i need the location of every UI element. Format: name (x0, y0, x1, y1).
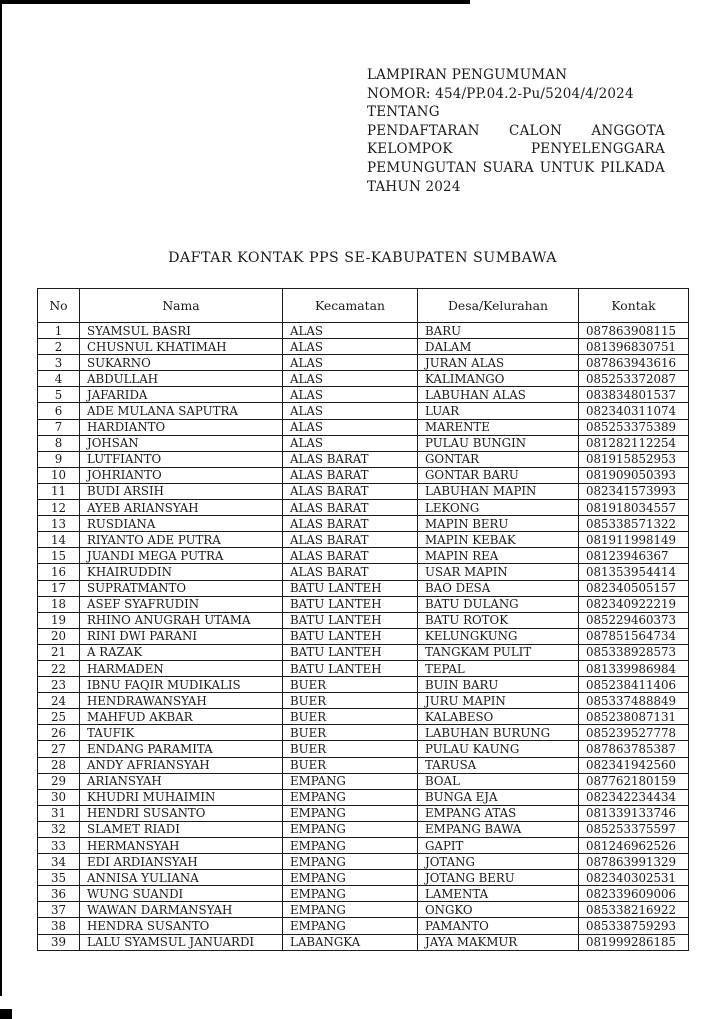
cell-kecamatan: BATU LANTEH (283, 644, 418, 660)
table-row (38, 435, 689, 451)
table-row (38, 918, 689, 934)
cell-nama: HENDRAWANSYAH (80, 693, 283, 709)
cell-kecamatan: ALAS BARAT (283, 483, 418, 499)
cell-kecamatan: ALAS BARAT (283, 451, 418, 467)
table-row (38, 371, 689, 387)
table-row (38, 339, 689, 355)
cell-desa: PAMANTO (418, 918, 579, 934)
cell-kecamatan: BATU LANTEH (283, 660, 418, 676)
cell-kontak: 081911998149 (579, 532, 689, 548)
cell-kontak: 085239527778 (579, 725, 689, 741)
cell-kecamatan: EMPANG (283, 886, 418, 902)
contact-table-body (38, 323, 689, 951)
cell-desa: TANGKAM PULIT (418, 644, 579, 660)
cell-desa: KALABESO (418, 709, 579, 725)
cell-kontak: 081282112254 (579, 435, 689, 451)
cell-kontak: 085253375597 (579, 821, 689, 837)
cell-kecamatan: LABANGKA (283, 934, 418, 950)
letterhead-line-lampiran: LAMPIRAN PENGUMUMAN (367, 67, 568, 83)
cell-kontak: 081339133746 (579, 805, 689, 821)
cell-kontak: 082339609006 (579, 886, 689, 902)
cell-kecamatan: ALAS BARAT (283, 500, 418, 516)
cell-kontak: 082340505157 (579, 580, 689, 596)
cell-kontak: 082341573993 (579, 483, 689, 499)
table-row (38, 564, 689, 580)
scan-artifact-left-edge (0, 0, 2, 996)
table-row (38, 516, 689, 532)
table-row (38, 451, 689, 467)
table-row (38, 902, 689, 918)
cell-desa: EMPANG BAWA (418, 821, 579, 837)
table-row (38, 709, 689, 725)
cell-kecamatan: ALAS (283, 339, 418, 355)
cell-desa: GAPIT (418, 838, 579, 854)
cell-nama: ASEF SYAFRUDIN (80, 596, 283, 612)
cell-kontak: 087863785387 (579, 741, 689, 757)
cell-kecamatan: BATU LANTEH (283, 596, 418, 612)
letterhead-line-subject-1: PENDAFTARAN CALON ANGGOTA (367, 122, 665, 139)
cell-kontak: 081353954414 (579, 564, 689, 580)
cell-desa: KELUNGKUNG (418, 628, 579, 644)
cell-no: 33 (38, 838, 80, 854)
cell-nama: SUPRATMANTO (80, 580, 283, 596)
cell-desa: MAPIN KEBAK (418, 532, 579, 548)
cell-desa: LEKONG (418, 500, 579, 516)
cell-kecamatan: ALAS (283, 435, 418, 451)
cell-desa: PULAU BUNGIN (418, 435, 579, 451)
cell-kontak: 085229460373 (579, 612, 689, 628)
table-row (38, 387, 689, 403)
cell-kecamatan: BUER (283, 677, 418, 693)
column-header-kecamatan: Kecamatan (283, 289, 418, 323)
cell-desa: BOAL (418, 773, 579, 789)
cell-kecamatan: EMPANG (283, 789, 418, 805)
cell-nama: ARIANSYAH (80, 773, 283, 789)
letterhead-line-year: TAHUN 2024 (367, 178, 461, 195)
cell-kecamatan: ALAS BARAT (283, 467, 418, 483)
cell-no: 8 (38, 435, 80, 451)
table-row (38, 805, 689, 821)
column-header-no: No (38, 289, 80, 323)
cell-kontak: 082340922219 (579, 596, 689, 612)
table-row (38, 419, 689, 435)
cell-no: 16 (38, 564, 80, 580)
letterhead-line-nomor: NOMOR: 454/PP.04.2-Pu/5204/4/2024 (367, 85, 634, 102)
cell-kontak: 082340302531 (579, 870, 689, 886)
table-row (38, 628, 689, 644)
cell-nama: LUTFIANTO (80, 451, 283, 467)
page-title: DAFTAR KONTAK PPS SE-KABUPATEN SUMBAWA (168, 250, 557, 266)
cell-kontak: 085238411406 (579, 677, 689, 693)
cell-kecamatan: BATU LANTEH (283, 612, 418, 628)
cell-kecamatan: ALAS (283, 403, 418, 419)
cell-desa: JOTANG (418, 854, 579, 870)
cell-nama: KHAIRUDDIN (80, 564, 283, 580)
cell-kecamatan: ALAS (283, 355, 418, 371)
table-row (38, 467, 689, 483)
cell-kontak: 081339986984 (579, 660, 689, 676)
cell-no: 30 (38, 789, 80, 805)
cell-kontak: 081909050393 (579, 467, 689, 483)
cell-no: 38 (38, 918, 80, 934)
cell-no: 15 (38, 548, 80, 564)
letterhead-block (367, 66, 665, 196)
table-row (38, 355, 689, 371)
cell-nama: SLAMET RIADI (80, 821, 283, 837)
cell-kecamatan: BATU LANTEH (283, 628, 418, 644)
table-row (38, 644, 689, 660)
table-row (38, 403, 689, 419)
table-row (38, 725, 689, 741)
table-row (38, 323, 689, 339)
letterhead-line-subject-2: KELOMPOK PENYELENGGARA (367, 141, 665, 158)
cell-desa: ONGKO (418, 902, 579, 918)
cell-no: 24 (38, 693, 80, 709)
cell-kontak: 087863908115 (579, 323, 689, 339)
cell-no: 37 (38, 902, 80, 918)
cell-nama: EDI ARDIANSYAH (80, 854, 283, 870)
cell-nama: HENDRI SUSANTO (80, 805, 283, 821)
cell-desa: LABUHAN MAPIN (418, 483, 579, 499)
cell-desa: TEPAL (418, 660, 579, 676)
cell-desa: JAYA MAKMUR (418, 934, 579, 950)
cell-desa: JURU MAPIN (418, 693, 579, 709)
cell-kontak: 085253372087 (579, 371, 689, 387)
cell-no: 20 (38, 628, 80, 644)
table-row (38, 548, 689, 564)
table-row (38, 757, 689, 773)
cell-desa: JURAN ALAS (418, 355, 579, 371)
cell-no: 12 (38, 500, 80, 516)
cell-no: 27 (38, 741, 80, 757)
cell-kecamatan: BUER (283, 757, 418, 773)
cell-kecamatan: EMPANG (283, 854, 418, 870)
column-header-desa: Desa/Kelurahan (418, 289, 579, 323)
cell-kontak: 085337488849 (579, 693, 689, 709)
cell-kontak: 085338928573 (579, 644, 689, 660)
cell-kontak: 087863991329 (579, 854, 689, 870)
cell-no: 26 (38, 725, 80, 741)
table-row (38, 500, 689, 516)
table-row (38, 483, 689, 499)
cell-kecamatan: BUER (283, 709, 418, 725)
cell-kontak: 085253375389 (579, 419, 689, 435)
cell-no: 18 (38, 596, 80, 612)
contact-table (37, 288, 689, 951)
scan-artifact-top-edge (0, 0, 470, 4)
cell-desa: BATU DULANG (418, 596, 579, 612)
cell-nama: HARDIANTO (80, 419, 283, 435)
cell-no: 17 (38, 580, 80, 596)
table-row (38, 773, 689, 789)
cell-no: 36 (38, 886, 80, 902)
cell-nama: RUSDIANA (80, 516, 283, 532)
cell-kecamatan: ALAS (283, 387, 418, 403)
cell-nama: HERMANSYAH (80, 838, 283, 854)
cell-no: 9 (38, 451, 80, 467)
cell-no: 23 (38, 677, 80, 693)
cell-kecamatan: ALAS (283, 371, 418, 387)
cell-nama: SUKARNO (80, 355, 283, 371)
cell-kontak: 087851564734 (579, 628, 689, 644)
cell-kontak: 08123946367 (579, 548, 689, 564)
cell-kecamatan: ALAS BARAT (283, 516, 418, 532)
cell-nama: JOHSAN (80, 435, 283, 451)
cell-desa: MARENTE (418, 419, 579, 435)
table-row (38, 677, 689, 693)
cell-desa: USAR MAPIN (418, 564, 579, 580)
cell-desa: BUIN BARU (418, 677, 579, 693)
cell-kecamatan: EMPANG (283, 805, 418, 821)
column-header-nama: Nama (80, 289, 283, 323)
cell-desa: EMPANG ATAS (418, 805, 579, 821)
cell-no: 14 (38, 532, 80, 548)
cell-kecamatan: EMPANG (283, 902, 418, 918)
cell-no: 21 (38, 644, 80, 660)
cell-desa: BARU (418, 323, 579, 339)
cell-no: 29 (38, 773, 80, 789)
cell-nama: AYEB ARIANSYAH (80, 500, 283, 516)
cell-kontak: 081918034557 (579, 500, 689, 516)
cell-nama: MAHFUD AKBAR (80, 709, 283, 725)
cell-nama: A RAZAK (80, 644, 283, 660)
cell-nama: ABDULLAH (80, 371, 283, 387)
cell-desa: BUNGA EJA (418, 789, 579, 805)
cell-nama: ENDANG PARAMITA (80, 741, 283, 757)
cell-no: 35 (38, 870, 80, 886)
table-row (38, 532, 689, 548)
cell-no: 22 (38, 660, 80, 676)
cell-kontak: 085338759293 (579, 918, 689, 934)
cell-nama: RINI DWI PARANI (80, 628, 283, 644)
cell-kontak: 082342234434 (579, 789, 689, 805)
cell-desa: MAPIN REA (418, 548, 579, 564)
cell-nama: WAWAN DARMANSYAH (80, 902, 283, 918)
cell-kecamatan: ALAS (283, 419, 418, 435)
cell-no: 3 (38, 355, 80, 371)
table-row (38, 612, 689, 628)
cell-nama: LALU SYAMSUL JANUARDI (80, 934, 283, 950)
cell-desa: DALAM (418, 339, 579, 355)
cell-nama: ANNISA YULIANA (80, 870, 283, 886)
table-row (38, 886, 689, 902)
cell-kecamatan: BATU LANTEH (283, 580, 418, 596)
cell-kontak: 082341942560 (579, 757, 689, 773)
table-row (38, 838, 689, 854)
cell-nama: JAFARIDA (80, 387, 283, 403)
table-row (38, 693, 689, 709)
cell-desa: BAO DESA (418, 580, 579, 596)
cell-kecamatan: EMPANG (283, 870, 418, 886)
cell-no: 10 (38, 467, 80, 483)
cell-kontak: 081915852953 (579, 451, 689, 467)
cell-kontak: 082340311074 (579, 403, 689, 419)
cell-desa: LABUHAN BURUNG (418, 725, 579, 741)
cell-kecamatan: EMPANG (283, 773, 418, 789)
cell-kontak: 083834801537 (579, 387, 689, 403)
cell-nama: HENDRA SUSANTO (80, 918, 283, 934)
cell-desa: LABUHAN ALAS (418, 387, 579, 403)
cell-nama: BUDI ARSIH (80, 483, 283, 499)
cell-no: 7 (38, 419, 80, 435)
cell-kontak: 085238087131 (579, 709, 689, 725)
cell-nama: CHUSNUL KHATIMAH (80, 339, 283, 355)
cell-kontak: 081246962526 (579, 838, 689, 854)
cell-no: 25 (38, 709, 80, 725)
cell-desa: GONTAR (418, 451, 579, 467)
cell-nama: ANDY AFRIANSYAH (80, 757, 283, 773)
cell-desa: LAMENTA (418, 886, 579, 902)
cell-desa: BATU ROTOK (418, 612, 579, 628)
cell-kecamatan: ALAS (283, 323, 418, 339)
cell-desa: TARUSA (418, 757, 579, 773)
cell-kecamatan: BUER (283, 693, 418, 709)
cell-nama: RHINO ANUGRAH UTAMA (80, 612, 283, 628)
cell-nama: JOHRIANTO (80, 467, 283, 483)
cell-desa: KALIMANGO (418, 371, 579, 387)
cell-nama: JUANDI MEGA PUTRA (80, 548, 283, 564)
letterhead-line-tentang: TENTANG (367, 104, 440, 121)
cell-nama: IBNU FAQIR MUDIKALIS (80, 677, 283, 693)
cell-no: 4 (38, 371, 80, 387)
cell-kontak: 081999286185 (579, 934, 689, 950)
cell-no: 32 (38, 821, 80, 837)
cell-kontak: 081396830751 (579, 339, 689, 355)
table-row (38, 789, 689, 805)
cell-no: 13 (38, 516, 80, 532)
table-row (38, 821, 689, 837)
cell-desa: LUAR (418, 403, 579, 419)
table-row (38, 596, 689, 612)
table-header-row (38, 289, 689, 323)
cell-desa: GONTAR BARU (418, 467, 579, 483)
cell-desa: PULAU KAUNG (418, 741, 579, 757)
cell-nama: TAUFIK (80, 725, 283, 741)
cell-nama: HARMADEN (80, 660, 283, 676)
table-row (38, 934, 689, 950)
table-row (38, 854, 689, 870)
cell-no: 1 (38, 323, 80, 339)
cell-kecamatan: BUER (283, 725, 418, 741)
table-row (38, 580, 689, 596)
cell-no: 39 (38, 934, 80, 950)
cell-kontak: 085338216922 (579, 902, 689, 918)
cell-no: 11 (38, 483, 80, 499)
cell-no: 5 (38, 387, 80, 403)
cell-kecamatan: ALAS BARAT (283, 564, 418, 580)
cell-no: 2 (38, 339, 80, 355)
cell-kecamatan: EMPANG (283, 918, 418, 934)
cell-kontak: 087762180159 (579, 773, 689, 789)
cell-desa: JOTANG BERU (418, 870, 579, 886)
cell-no: 28 (38, 757, 80, 773)
scan-artifact-corner-mark (0, 1009, 12, 1019)
cell-kontak: 087863943616 (579, 355, 689, 371)
table-row (38, 660, 689, 676)
cell-kecamatan: EMPANG (283, 838, 418, 854)
cell-kecamatan: ALAS BARAT (283, 532, 418, 548)
cell-kecamatan: ALAS BARAT (283, 548, 418, 564)
cell-no: 19 (38, 612, 80, 628)
column-header-kontak: Kontak (579, 289, 689, 323)
cell-nama: RIYANTO ADE PUTRA (80, 532, 283, 548)
table-row (38, 870, 689, 886)
cell-nama: SYAMSUL BASRI (80, 323, 283, 339)
cell-no: 34 (38, 854, 80, 870)
cell-kontak: 085338571322 (579, 516, 689, 532)
cell-kecamatan: BUER (283, 741, 418, 757)
table-row (38, 741, 689, 757)
cell-nama: WUNG SUANDI (80, 886, 283, 902)
cell-no: 6 (38, 403, 80, 419)
cell-nama: KHUDRI MUHAIMIN (80, 789, 283, 805)
cell-kecamatan: EMPANG (283, 821, 418, 837)
letterhead-line-subject-3: PEMUNGUTAN SUARA UNTUK PILKADA (367, 159, 665, 176)
cell-nama: ADE MULANA SAPUTRA (80, 403, 283, 419)
cell-desa: MAPIN BERU (418, 516, 579, 532)
cell-no: 31 (38, 805, 80, 821)
